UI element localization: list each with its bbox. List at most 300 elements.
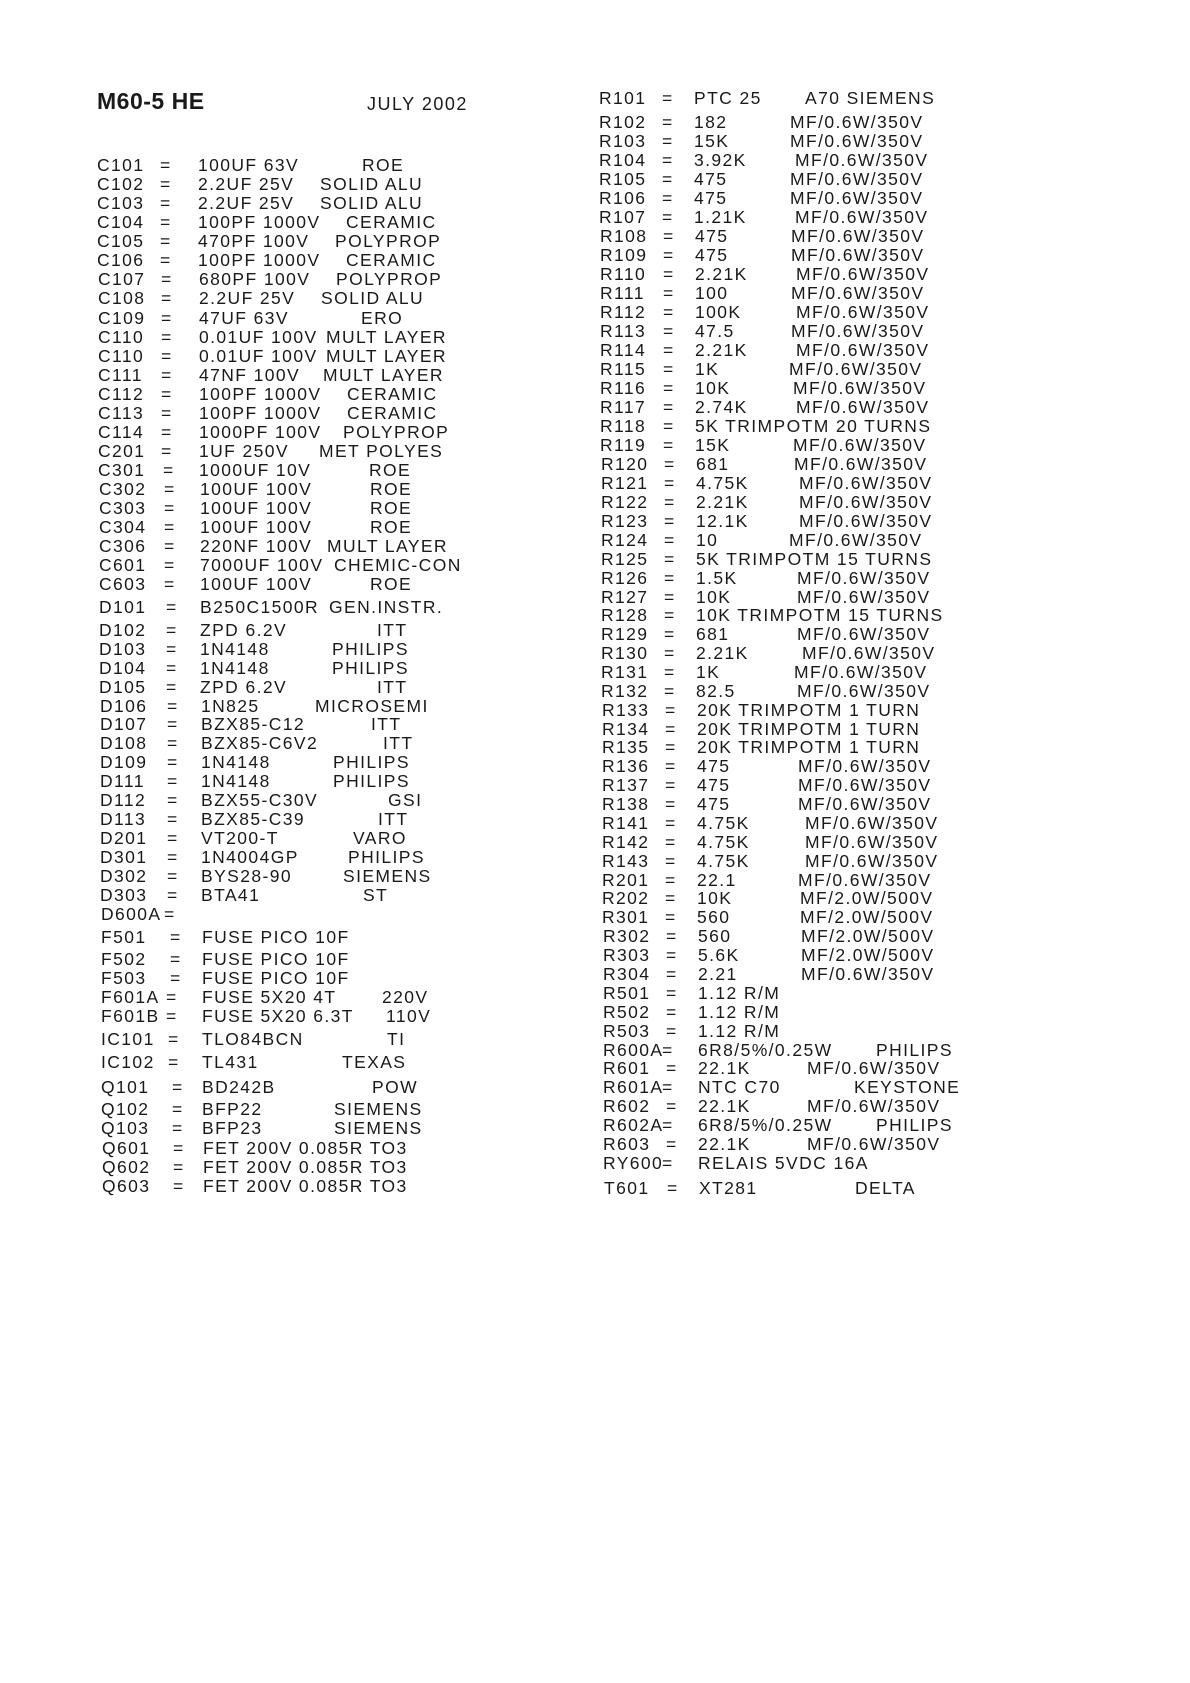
part-reference: C114 xyxy=(98,422,145,442)
part-value: FUSE PICO 10F xyxy=(202,949,350,969)
part-value: 4.75K xyxy=(697,851,750,871)
part-value: 1K xyxy=(696,662,721,682)
part-value: 47NF 100V xyxy=(199,365,301,385)
part-reference: R501 xyxy=(603,983,651,1003)
equals-sign: = xyxy=(164,498,176,518)
equals-sign: = xyxy=(662,207,674,227)
part-manufacturer-or-spec: 220V xyxy=(382,987,429,1007)
part-value: 1UF 250V xyxy=(199,441,289,461)
equals-sign: = xyxy=(663,321,675,341)
part-manufacturer-or-spec: MF/0.6W/350V xyxy=(797,681,931,701)
part-value: 5K TRIMPOTM 20 TURNS xyxy=(695,416,932,436)
equals-sign: = xyxy=(664,605,676,625)
part-manufacturer-or-spec: MULT LAYER xyxy=(323,365,444,385)
equals-sign: = xyxy=(164,517,176,537)
part-manufacturer-or-spec: MF/0.6W/350V xyxy=(790,188,924,208)
part-reference: D101 xyxy=(99,597,147,617)
part-reference: R129 xyxy=(601,624,649,644)
equals-sign: = xyxy=(667,1178,679,1198)
part-reference: C106 xyxy=(97,250,145,270)
equals-sign: = xyxy=(663,245,675,265)
equals-sign: = xyxy=(161,403,173,423)
equals-sign: = xyxy=(166,987,178,1007)
part-manufacturer-or-spec: MF/0.6W/350V xyxy=(799,492,933,512)
equals-sign: = xyxy=(161,288,173,308)
part-reference: R603 xyxy=(603,1134,651,1154)
part-manufacturer-or-spec: ERO xyxy=(361,308,404,328)
document-date: JULY 2002 xyxy=(367,94,468,114)
part-reference: R118 xyxy=(600,416,647,436)
part-reference: C603 xyxy=(99,574,147,594)
part-reference: C108 xyxy=(98,288,146,308)
equals-sign: = xyxy=(665,888,677,908)
part-manufacturer-or-spec: MF/0.6W/350V xyxy=(807,1134,941,1154)
equals-sign: = xyxy=(666,1021,678,1041)
part-value: ZPD 6.2V xyxy=(200,677,288,697)
part-value: 100UF 100V xyxy=(200,517,313,537)
part-reference: R102 xyxy=(599,112,647,132)
part-manufacturer-or-spec: POLYPROP xyxy=(336,269,443,289)
part-value: BYS28-90 xyxy=(201,866,292,886)
equals-sign: = xyxy=(166,658,178,678)
part-reference: Q102 xyxy=(101,1099,150,1119)
part-manufacturer-or-spec: PHILIPS xyxy=(348,847,425,867)
equals-sign: = xyxy=(170,968,182,988)
equals-sign: = xyxy=(665,907,677,927)
equals-sign: = xyxy=(663,340,675,360)
part-manufacturer-or-spec: MF/0.6W/350V xyxy=(795,207,929,227)
equals-sign: = xyxy=(167,828,179,848)
part-value: 15K xyxy=(695,435,731,455)
part-reference: D108 xyxy=(100,733,148,753)
part-value: 47.5 xyxy=(695,321,735,341)
part-value: B250C1500R xyxy=(200,597,320,617)
equals-sign: = xyxy=(166,677,178,697)
part-value: 6R8/5%/0.25W xyxy=(698,1040,833,1060)
part-reference: R119 xyxy=(600,435,647,455)
part-manufacturer-or-spec: TEXAS xyxy=(342,1052,407,1072)
part-reference: D109 xyxy=(100,752,148,772)
equals-sign: = xyxy=(164,574,176,594)
equals-sign: = xyxy=(664,492,676,512)
part-value: 10K xyxy=(696,587,732,607)
equals-sign: = xyxy=(663,302,675,322)
equals-sign: = xyxy=(167,790,179,810)
part-manufacturer-or-spec: POLYPROP xyxy=(343,422,450,442)
part-manufacturer-or-spec: MF/0.6W/350V xyxy=(790,131,924,151)
equals-sign: = xyxy=(166,639,178,659)
part-manufacturer-or-spec: PHILIPS xyxy=(333,771,410,791)
part-manufacturer-or-spec: PHILIPS xyxy=(333,752,410,772)
equals-sign: = xyxy=(166,597,178,617)
part-manufacturer-or-spec: MULT LAYER xyxy=(326,327,447,347)
part-value: 475 xyxy=(695,245,729,265)
equals-sign: = xyxy=(167,885,179,905)
equals-sign: = xyxy=(161,384,173,404)
equals-sign: = xyxy=(161,327,173,347)
part-manufacturer-or-spec: MF/0.6W/350V xyxy=(798,870,932,890)
part-reference: D302 xyxy=(100,866,148,886)
part-manufacturer-or-spec: POW xyxy=(372,1077,419,1097)
equals-sign: = xyxy=(167,714,179,734)
part-manufacturer-or-spec: CERAMIC xyxy=(346,250,437,270)
part-reference: R602 xyxy=(603,1096,651,1116)
part-value: VT200-T xyxy=(201,828,279,848)
equals-sign: = xyxy=(666,964,678,984)
equals-sign: = xyxy=(168,1029,180,1049)
part-manufacturer-or-spec: KEYSTONE xyxy=(854,1077,961,1097)
part-manufacturer-or-spec: DELTA xyxy=(855,1178,916,1198)
part-value: 100UF 100V xyxy=(200,498,313,518)
part-reference: R302 xyxy=(603,926,651,946)
part-value: 7000UF 100V xyxy=(200,555,324,575)
part-reference: R503 xyxy=(603,1021,651,1041)
part-manufacturer-or-spec: MF/0.6W/350V xyxy=(802,643,936,663)
part-manufacturer-or-spec: PHILIPS xyxy=(876,1040,953,1060)
part-value: 1.12 R/M xyxy=(698,983,781,1003)
part-value: 2.74K xyxy=(695,397,748,417)
part-reference: R601A xyxy=(603,1077,664,1097)
equals-sign: = xyxy=(161,308,173,328)
part-value: 182 xyxy=(694,112,728,132)
part-manufacturer-or-spec: PHILIPS xyxy=(876,1115,953,1135)
equals-sign: = xyxy=(167,696,179,716)
equals-sign: = xyxy=(665,737,677,757)
part-value: BTA41 xyxy=(201,885,261,905)
part-manufacturer-or-spec: SIEMENS xyxy=(343,866,432,886)
part-reference: R137 xyxy=(602,775,650,795)
part-reference: R125 xyxy=(601,549,649,569)
equals-sign: = xyxy=(172,1077,184,1097)
part-manufacturer-or-spec: SIEMENS xyxy=(334,1118,423,1138)
part-value: 1N4148 xyxy=(201,771,271,791)
equals-sign: = xyxy=(662,131,674,151)
part-value: 4.75K xyxy=(696,473,749,493)
part-value: 100PF 1000V xyxy=(198,212,321,232)
part-reference: C301 xyxy=(98,460,146,480)
part-value: ZPD 6.2V xyxy=(200,620,288,640)
part-value: 1.5K xyxy=(696,568,738,588)
part-value: 3.92K xyxy=(694,150,747,170)
part-manufacturer-or-spec: MF/0.6W/350V xyxy=(791,321,925,341)
equals-sign: = xyxy=(662,112,674,132)
equals-sign: = xyxy=(665,775,677,795)
equals-sign: = xyxy=(663,416,675,436)
document-title: M60-5 HE xyxy=(97,88,205,114)
equals-sign: = xyxy=(163,460,175,480)
part-value: 1N4148 xyxy=(201,752,271,772)
part-value: 10 xyxy=(696,530,719,550)
equals-sign: = xyxy=(167,809,179,829)
equals-sign: = xyxy=(172,1099,184,1119)
part-reference: F501 xyxy=(101,927,147,947)
part-reference: R135 xyxy=(602,737,650,757)
part-reference: R121 xyxy=(601,473,649,493)
part-manufacturer-or-spec: CHEMIC-CON xyxy=(334,555,462,575)
part-reference: R133 xyxy=(602,700,650,720)
part-value: 5.6K xyxy=(698,945,740,965)
part-value: 6R8/5%/0.25W xyxy=(698,1115,833,1135)
part-value: 681 xyxy=(696,454,730,474)
part-reference: F601A xyxy=(101,987,160,1007)
part-manufacturer-or-spec: ST xyxy=(363,885,389,905)
part-manufacturer-or-spec: MF/2.0W/500V xyxy=(801,926,935,946)
part-value: 475 xyxy=(694,169,728,189)
equals-sign: = xyxy=(164,536,176,556)
part-value: 2.21K xyxy=(695,340,748,360)
equals-sign: = xyxy=(160,250,172,270)
part-value: FUSE 5X20 4T xyxy=(202,987,337,1007)
equals-sign: = xyxy=(666,1058,678,1078)
part-reference: R124 xyxy=(601,530,649,550)
part-manufacturer-or-spec: MF/0.6W/350V xyxy=(798,756,932,776)
part-reference: D201 xyxy=(100,828,148,848)
part-value: 2.21 xyxy=(698,964,738,984)
part-reference: RY600 xyxy=(603,1153,664,1173)
part-reference: R110 xyxy=(600,264,647,284)
part-manufacturer-or-spec: MF/2.0W/500V xyxy=(800,907,934,927)
part-manufacturer-or-spec: MF/0.6W/350V xyxy=(799,511,933,531)
equals-sign: = xyxy=(166,1006,178,1026)
part-value: 680PF 100V xyxy=(199,269,311,289)
part-reference: R112 xyxy=(600,302,647,322)
part-value: 100 xyxy=(695,283,729,303)
part-reference: R202 xyxy=(602,888,650,908)
part-manufacturer-or-spec: MF/0.6W/350V xyxy=(797,568,931,588)
part-reference: C102 xyxy=(97,174,145,194)
part-value: 4.75K xyxy=(697,832,750,852)
part-reference: C113 xyxy=(98,403,145,423)
part-value: TL431 xyxy=(202,1052,259,1072)
equals-sign: = xyxy=(663,226,675,246)
part-reference: Q603 xyxy=(102,1176,151,1196)
part-manufacturer-or-spec: CERAMIC xyxy=(347,403,438,423)
equals-sign: = xyxy=(662,1115,674,1135)
part-manufacturer-or-spec: PHILIPS xyxy=(332,639,409,659)
part-reference: C104 xyxy=(97,212,145,232)
part-reference: R130 xyxy=(601,643,649,663)
equals-sign: = xyxy=(161,441,173,461)
equals-sign: = xyxy=(170,927,182,947)
part-reference: C302 xyxy=(99,479,147,499)
part-value: 1K xyxy=(695,359,720,379)
part-value: 220NF 100V xyxy=(200,536,313,556)
part-reference: R115 xyxy=(600,359,647,379)
part-reference: R138 xyxy=(602,794,650,814)
part-manufacturer-or-spec: MF/2.0W/500V xyxy=(801,945,935,965)
part-manufacturer-or-spec: SOLID ALU xyxy=(320,193,424,213)
part-value: 1N4004GP xyxy=(201,847,299,867)
part-manufacturer-or-spec: MF/0.6W/350V xyxy=(789,359,923,379)
part-reference: C105 xyxy=(97,231,145,251)
part-value: 0.01UF 100V xyxy=(199,346,318,366)
part-value: 1000UF 10V xyxy=(199,460,312,480)
part-reference: C304 xyxy=(99,517,147,537)
equals-sign: = xyxy=(173,1157,185,1177)
part-reference: F601B xyxy=(101,1006,160,1026)
part-reference: R502 xyxy=(603,1002,651,1022)
part-reference: R104 xyxy=(599,150,647,170)
part-manufacturer-or-spec: ITT xyxy=(378,809,409,829)
part-value: FET 200V 0.085R TO3 xyxy=(203,1157,408,1177)
part-manufacturer-or-spec: SOLID ALU xyxy=(320,174,424,194)
part-reference: D103 xyxy=(99,639,147,659)
part-reference: R602A xyxy=(603,1115,664,1135)
equals-sign: = xyxy=(164,555,176,575)
equals-sign: = xyxy=(664,568,676,588)
part-reference: R132 xyxy=(601,681,649,701)
part-manufacturer-or-spec: MF/0.6W/350V xyxy=(805,851,939,871)
part-value: 475 xyxy=(697,756,731,776)
part-manufacturer-or-spec: MF/0.6W/350V xyxy=(801,964,935,984)
part-reference: R600A xyxy=(603,1040,664,1060)
equals-sign: = xyxy=(662,1040,674,1060)
part-value: 10K xyxy=(697,888,733,908)
equals-sign: = xyxy=(663,378,675,398)
part-manufacturer-or-spec: VARO xyxy=(353,828,407,848)
part-manufacturer-or-spec: ROE xyxy=(369,460,412,480)
equals-sign: = xyxy=(160,231,172,251)
part-reference: C109 xyxy=(98,308,146,328)
part-value: 475 xyxy=(697,794,731,814)
part-manufacturer-or-spec: MF/0.6W/350V xyxy=(790,169,924,189)
part-reference: R128 xyxy=(601,605,649,625)
part-manufacturer-or-spec: ITT xyxy=(377,620,408,640)
part-value: RELAIS 5VDC 16A xyxy=(698,1153,869,1173)
part-manufacturer-or-spec: MICROSEMI xyxy=(315,696,429,716)
part-manufacturer-or-spec: MULT LAYER xyxy=(326,346,447,366)
part-reference: D112 xyxy=(100,790,147,810)
part-value: 22.1K xyxy=(698,1134,751,1154)
equals-sign: = xyxy=(160,155,172,175)
part-manufacturer-or-spec: MF/0.6W/350V xyxy=(805,813,939,833)
part-reference: R143 xyxy=(602,851,650,871)
part-manufacturer-or-spec: CERAMIC xyxy=(346,212,437,232)
part-reference: R120 xyxy=(601,454,649,474)
part-manufacturer-or-spec: MF/0.6W/350V xyxy=(797,587,931,607)
part-value: 1N825 xyxy=(201,696,260,716)
part-manufacturer-or-spec: GSI xyxy=(388,790,423,810)
part-value: 100UF 100V xyxy=(200,479,313,499)
part-reference: R109 xyxy=(600,245,648,265)
part-manufacturer-or-spec: MF/0.6W/350V xyxy=(796,397,930,417)
part-manufacturer-or-spec: ROE xyxy=(370,479,413,499)
equals-sign: = xyxy=(665,832,677,852)
part-value: 0.01UF 100V xyxy=(199,327,318,347)
part-value: 2.21K xyxy=(696,492,749,512)
part-reference: D102 xyxy=(99,620,147,640)
part-manufacturer-or-spec: MF/0.6W/350V xyxy=(796,264,930,284)
part-reference: R107 xyxy=(599,207,647,227)
part-manufacturer-or-spec: MF/0.6W/350V xyxy=(794,454,928,474)
equals-sign: = xyxy=(666,1096,678,1116)
part-manufacturer-or-spec: ITT xyxy=(377,677,408,697)
part-reference: R134 xyxy=(602,719,650,739)
part-value: PTC 25 xyxy=(694,88,762,108)
part-manufacturer-or-spec: POLYPROP xyxy=(335,231,442,251)
part-reference: C306 xyxy=(99,536,147,556)
equals-sign: = xyxy=(665,719,677,739)
part-reference: R303 xyxy=(603,945,651,965)
part-value: 20K TRIMPOTM 1 TURN xyxy=(697,700,921,720)
part-reference: R126 xyxy=(601,568,649,588)
part-manufacturer-or-spec: MF/0.6W/350V xyxy=(807,1058,941,1078)
part-manufacturer-or-spec: ITT xyxy=(371,714,402,734)
part-value: FUSE 5X20 6.3T xyxy=(202,1006,354,1026)
part-reference: R131 xyxy=(601,662,649,682)
part-reference: R136 xyxy=(602,756,650,776)
equals-sign: = xyxy=(173,1138,185,1158)
part-reference: R105 xyxy=(599,169,647,189)
part-reference: R122 xyxy=(601,492,649,512)
part-value: FET 200V 0.085R TO3 xyxy=(203,1176,408,1196)
part-value: 4.75K xyxy=(697,813,750,833)
part-value: BD242B xyxy=(202,1077,276,1097)
equals-sign: = xyxy=(160,174,172,194)
part-value: 12.1K xyxy=(696,511,749,531)
equals-sign: = xyxy=(666,1002,678,1022)
part-manufacturer-or-spec: SOLID ALU xyxy=(321,288,425,308)
part-manufacturer-or-spec: MF/0.6W/350V xyxy=(798,794,932,814)
part-value: 2.21K xyxy=(695,264,748,284)
part-manufacturer-or-spec: MF/0.6W/350V xyxy=(793,378,927,398)
part-reference: C110 xyxy=(98,346,145,366)
part-reference: R101 xyxy=(599,88,647,108)
equals-sign: = xyxy=(160,212,172,232)
equals-sign: = xyxy=(663,397,675,417)
part-manufacturer-or-spec: MET POLYES xyxy=(319,441,444,461)
part-manufacturer-or-spec: 110V xyxy=(386,1006,432,1026)
part-value: 2.21K xyxy=(696,643,749,663)
part-value: 82.5 xyxy=(696,681,736,701)
equals-sign: = xyxy=(664,624,676,644)
equals-sign: = xyxy=(665,851,677,871)
part-value: 100UF 100V xyxy=(200,574,313,594)
part-manufacturer-or-spec: CERAMIC xyxy=(347,384,438,404)
equals-sign: = xyxy=(662,88,674,108)
part-manufacturer-or-spec: MF/0.6W/350V xyxy=(807,1096,941,1116)
equals-sign: = xyxy=(168,1052,180,1072)
part-reference: Q602 xyxy=(102,1157,151,1177)
equals-sign: = xyxy=(663,283,675,303)
part-reference: D303 xyxy=(100,885,148,905)
part-manufacturer-or-spec: MF/0.6W/350V xyxy=(796,340,930,360)
equals-sign: = xyxy=(664,473,676,493)
part-reference: Q103 xyxy=(101,1118,150,1138)
part-manufacturer-or-spec: GEN.INSTR. xyxy=(329,597,444,617)
part-value: 560 xyxy=(697,907,731,927)
part-reference: R141 xyxy=(602,813,650,833)
part-reference: Q101 xyxy=(101,1077,150,1097)
equals-sign: = xyxy=(172,1118,184,1138)
equals-sign: = xyxy=(663,359,675,379)
part-reference: F502 xyxy=(101,949,147,969)
part-manufacturer-or-spec: MF/0.6W/350V xyxy=(797,624,931,644)
part-reference: R111 xyxy=(600,283,645,303)
part-value: 22.1K xyxy=(698,1096,751,1116)
part-value: 100K xyxy=(695,302,742,322)
part-reference: D301 xyxy=(100,847,148,867)
part-reference: R113 xyxy=(600,321,647,341)
part-manufacturer-or-spec: MF/0.6W/350V xyxy=(798,775,932,795)
part-reference: R201 xyxy=(602,870,650,890)
part-manufacturer-or-spec: ROE xyxy=(370,498,413,518)
equals-sign: = xyxy=(665,870,677,890)
part-reference: R301 xyxy=(602,907,650,927)
part-reference: D104 xyxy=(99,658,147,678)
equals-sign: = xyxy=(662,1077,674,1097)
part-value: NTC C70 xyxy=(698,1077,781,1097)
